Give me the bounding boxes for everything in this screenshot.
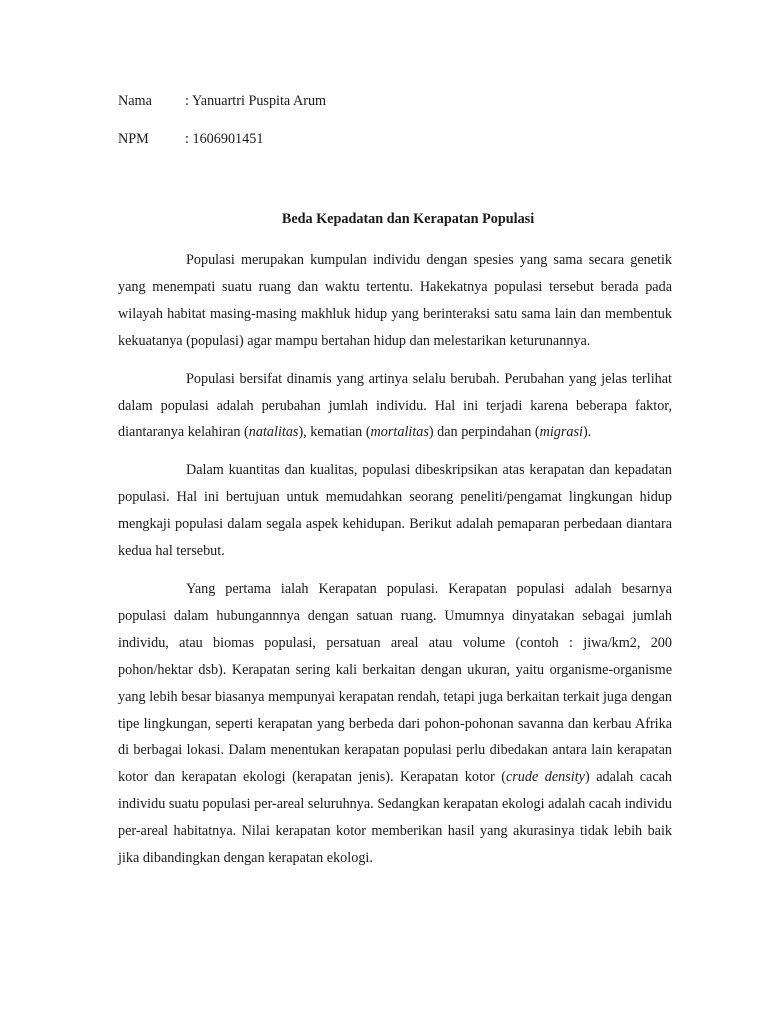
paragraph-2-text-d: ). xyxy=(582,424,592,441)
term-crude-density: crude density xyxy=(505,769,585,786)
paragraph-3 xyxy=(118,457,672,565)
paragraph-2-text-a: Populasi bersifat dinamis yang artinya selalu berubah. Perubahan yang jelas terlihat dalam populasi adalah perubahan jumlah individu. Hal ini terjadi karena beberapa faktor, diantaranya kelahiran ( xyxy=(118,370,672,441)
paragraph-2-text-c: ) dan perpindahan ( xyxy=(428,424,540,441)
name-row xyxy=(118,88,672,114)
npm-label: NPM xyxy=(118,131,149,147)
paragraph-4-text-a: Yang pertama ialah Kerapatan populasi. Kerapatan populasi adalah besarnya populasi dalam hubungannnya dengan satuan ruang. Umumnya dinyatakan sebagai jumlah individu, atau biomas populasi, persatuan areal atau volume (contoh : jiwa/km2, 200 pohon/hektar dsb). Kerapatan sering kali berkaitan dengan ukuran, yaitu organisme-organisme yang lebih besar biasanya mempunyai kerapatan rendah, tetapi juga berkaitan terkait juga dengan tipe lingkungan, seperti kerapatan yang berbeda dari pohon-pohonan savanna dan kerbau Afrika di berbagai lokasi. Dalam menentukan kerapatan populasi perlu dibedakan antara lain kerapatan kotor dan kerapatan ekologi (kerapatan jenis). Kerapatan kotor ( xyxy=(118,580,672,786)
npm-value: : 1606901451 xyxy=(185,131,264,147)
name-label: Nama xyxy=(118,93,152,109)
document-title: Beda Kepadatan dan Kerapatan Populasi xyxy=(281,211,535,227)
paragraph-2-text-b: ), kematian ( xyxy=(298,424,371,441)
term-natalitas: natalitas xyxy=(248,424,299,441)
document-page xyxy=(118,88,672,872)
paragraph-4 xyxy=(118,576,672,872)
paragraph-2 xyxy=(118,366,672,447)
name-value: : Yanuartri Puspita Arum xyxy=(185,93,327,109)
paragraph-4-text-b: ) adalah cacah individu suatu populasi per-areal seluruhnya. Sedangkan kerapatan ekologi adalah cacah individu per-areal habitatnya. Nilai kerapatan kotor memberikan hasil yang akurasinya tidak lebih baik jika dibandingkan dengan kerapatan ekologi. xyxy=(118,769,673,867)
paragraph-1 xyxy=(118,247,672,355)
npm-row xyxy=(118,126,672,152)
paragraph-3-text: Dalam kuantitas dan kualitas, populasi dibeskripsikan atas kerapatan dan kepadatan populasi. Hal ini bertujuan untuk memudahkan seorang peneliti/pengamat lingkungan hidup mengkaji populasi dalam segala aspek kehidupan. Berikut adalah pemaparan perbedaan diantara kedua hal tersebut. xyxy=(118,462,672,560)
paragraph-1-text: Populasi merupakan kumpulan individu dengan spesies yang sama secara genetik yang menempati suatu ruang dan waktu tertentu. Hakekatnya populasi tersebut berada pada wilayah habitat masing-masing makhluk hidup yang berinteraksi satu sama lain dan membentuk kekuatanya (populasi) agar mampu bertahan hidup dan melestarikan keturunannya. xyxy=(118,252,672,349)
term-migrasi: migrasi xyxy=(539,424,583,441)
term-mortalitas: mortalitas xyxy=(370,424,429,441)
